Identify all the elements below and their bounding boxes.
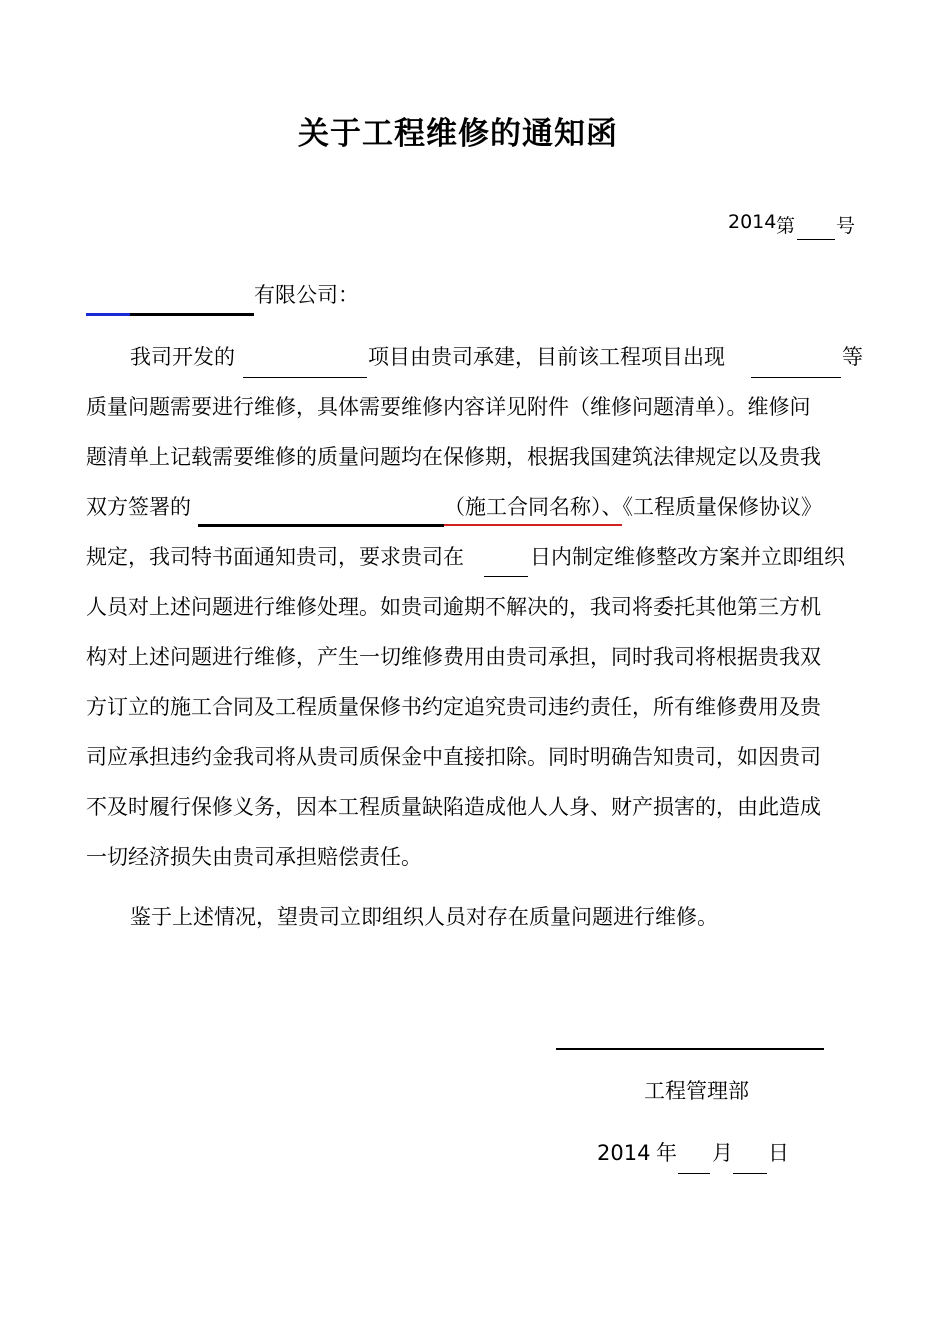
ref-hao: 号 xyxy=(836,215,856,237)
document-title: 关于工程维修的通知函 xyxy=(298,116,618,152)
date-yue: 月 xyxy=(712,1141,733,1165)
p2-line1: 鉴于上述情况，望贵司立即组织人员对存在质量问题进行维修。 xyxy=(130,905,718,929)
ref-year: 2014 xyxy=(728,211,777,233)
ref-number-blank xyxy=(797,239,835,240)
p1-line8: 方订立的施工合同及工程质量保修书约定追究贵司违约责任，所有维修费用及贵 xyxy=(86,695,821,719)
p1-line6: 人员对上述问题进行维修处理。如贵司逾期不解决的，我司将委托其他第三方机 xyxy=(86,595,821,619)
addressee-blank xyxy=(130,313,254,316)
p1-line5-b: 日内制定维修整改方案并立即组织 xyxy=(530,545,845,569)
date-nian: 年 xyxy=(656,1141,677,1165)
p1-line1-c: 等 xyxy=(842,345,863,369)
p1-line4-b: （施工合同名称）、《工程质量保修协议》 xyxy=(444,495,822,519)
day-blank xyxy=(733,1173,767,1174)
contract-name-underline xyxy=(444,524,622,526)
p1-line7: 构对上述问题进行维修，产生一切维修费用由贵司承担，同时我司将根据贵我双 xyxy=(86,645,821,669)
ref-di: 第 xyxy=(776,215,796,237)
date-year: 2014 xyxy=(597,1141,651,1165)
p1-line11: 一切经济损失由贵司承担赔偿责任。 xyxy=(86,845,422,869)
p1-line1-a: 我司开发的 xyxy=(130,345,235,369)
p1-line3: 题清单上记载需要维修的质量问题均在保修期，根据我国建筑法律规定以及贵我 xyxy=(86,445,821,469)
addressee-suffix: 有限公司： xyxy=(254,283,359,307)
addressee-blank-highlight xyxy=(86,313,130,316)
p1-line2: 质量问题需要进行维修，具体需要维修内容详见附件（维修问题清单）。维修问 xyxy=(86,395,811,419)
p1-line4-a: 双方签署的 xyxy=(86,495,191,519)
days-blank xyxy=(484,576,528,577)
month-blank xyxy=(678,1173,710,1174)
p1-line1-b: 项目由贵司承建，目前该工程项目出现 xyxy=(368,345,725,369)
p1-line10: 不及时履行保修义务，因本工程质量缺陷造成他人人身、财产损害的，由此造成 xyxy=(86,795,821,819)
project-name-blank xyxy=(243,377,367,378)
issue-blank xyxy=(751,377,841,378)
department-name: 工程管理部 xyxy=(644,1079,749,1103)
signature-line xyxy=(556,1048,824,1050)
p1-line9: 司应承担违约金我司将从贵司质保金中直接扣除。同时明确告知贵司，如因贵司 xyxy=(86,745,821,769)
contract-name-blank xyxy=(198,524,444,527)
date-ri: 日 xyxy=(768,1141,789,1165)
p1-line5-a: 规定，我司特书面通知贵司，要求贵司在 xyxy=(86,545,464,569)
